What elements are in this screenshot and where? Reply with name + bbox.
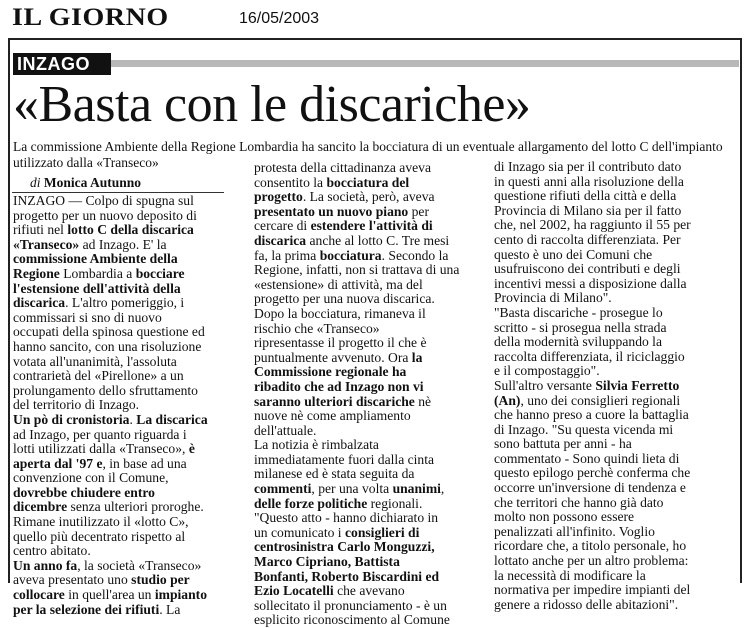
bold-run: l'estensione dell'attività della [13, 280, 181, 296]
text-line [494, 262, 726, 277]
text-run: penalizzati all'infinito. Voglio [494, 523, 655, 539]
text-line [494, 481, 726, 496]
bold-run: studio per [131, 572, 190, 588]
text-line [254, 540, 486, 555]
text-line [494, 291, 726, 306]
bold-run: dovrebbe chiudere entro [13, 484, 155, 500]
text-line [494, 248, 726, 263]
bold-run: bocciatura [319, 247, 382, 263]
text-run: aveva presentato uno [13, 572, 132, 588]
text-run: , uno dei consiglieri regionali [520, 392, 681, 408]
frame-left-rule [8, 38, 10, 583]
bold-run: estendere l'attività di [310, 218, 433, 234]
bold-run: lotto C della discarica [67, 222, 194, 238]
text-line [494, 218, 726, 233]
text-line [494, 408, 726, 423]
text-run: commentato - Sono quindi lieta di [494, 450, 680, 466]
text-line [494, 277, 726, 292]
bold-run: bocciatura del [326, 174, 410, 190]
text-line [13, 194, 245, 209]
text-line [13, 544, 245, 559]
bold-run: Bonfanti, Roberto Biscardini ed [254, 568, 440, 584]
text-line [254, 555, 486, 570]
text-line [494, 350, 726, 365]
text-run: . Secondo la [381, 247, 449, 263]
bold-run: per la selezione dei rifiuti [13, 601, 160, 617]
text-run: senza ulteriori proroghe. [67, 499, 204, 515]
text-run: , la società «Transeco» [77, 557, 202, 573]
text-run: che, nel 2002, ha raggiunto il 55 per [494, 217, 691, 233]
text-run: lottato anche per un altro problema: [494, 553, 689, 569]
text-line [13, 267, 245, 282]
bold-run: discarica [254, 232, 307, 248]
text-run: nè [414, 393, 432, 409]
text-run: in quell'area un [64, 587, 155, 603]
text-run: del territorio di Inzago. [13, 397, 140, 413]
text-line [254, 190, 486, 205]
text-run: occupati della spinosa questione ed [13, 324, 205, 340]
text-run: protesta della cittadinanza aveva [254, 160, 432, 175]
text-run: usufruiscono dei contributi e degli [494, 261, 681, 277]
text-run: . L'altro pomeriggio, i [65, 295, 185, 311]
article-column-1 [13, 194, 245, 617]
text-line [494, 423, 726, 438]
text-run: normativa per impedire impianti del [494, 582, 691, 598]
bold-run: commissione Ambiente della [13, 251, 178, 267]
section-bar [111, 60, 739, 67]
text-run: contrarietà del «Pirellone» a un [13, 368, 184, 384]
text-run: che hanno preso a cuore la battaglia [494, 407, 689, 423]
text-run: prolungamento dello sfruttamento [13, 382, 198, 398]
text-run: quello più decentrato rispetto al [13, 528, 186, 544]
text-run: sono battuta per anni - ha [494, 436, 632, 452]
text-run: genere a ridosso delle abitazioni". [494, 596, 679, 612]
text-run: hanno sancito, con una risoluzione [13, 338, 202, 354]
text-run: ripresentasse il progetto il che è [254, 335, 427, 351]
text-line [254, 438, 486, 453]
text-run: che territori che hanno già dato [494, 494, 664, 510]
text-run: . [129, 411, 137, 427]
text-line [13, 223, 245, 238]
text-run: progetto per una nuova discarica. [254, 291, 435, 307]
text-run: in questi anni alla risoluzione della [494, 173, 684, 189]
text-line [13, 369, 245, 384]
text-run: raccolta differenziata, il riciclaggio [494, 348, 685, 364]
text-line [254, 161, 486, 176]
bold-run: progetto [254, 189, 303, 205]
text-line [254, 336, 486, 351]
text-run: ad Inzago. E' la [79, 236, 167, 252]
text-run: rifiuti nel [13, 222, 68, 238]
bold-run: unanimi [392, 481, 441, 497]
text-line [13, 296, 245, 311]
text-line [254, 570, 486, 585]
text-line [13, 515, 245, 530]
bold-run: impianto [154, 587, 207, 603]
text-run: questo è uno dei Comuni che [494, 246, 653, 262]
text-line [494, 394, 726, 409]
bold-run: Commissione regionale ha [254, 364, 407, 380]
text-line [494, 379, 726, 394]
text-line [494, 321, 726, 336]
text-line [13, 238, 245, 253]
text-line [494, 569, 726, 584]
text-run: , [440, 481, 445, 497]
bold-run: ribadito che ad Inzago non vi [254, 378, 424, 394]
text-line [494, 452, 726, 467]
bold-run: Silvia Ferretto [595, 377, 680, 393]
deck-line: La commissione Ambiente della Regione Lombardia ha sancito la bocciatura di un eventuale allargamento del lotto C dell'impianto [13, 139, 723, 154]
text-line [254, 453, 486, 468]
text-run: milanese ed è stata seguita da [254, 466, 415, 482]
text-run: Provincia di Milano". [494, 290, 612, 306]
text-line [13, 311, 245, 326]
text-run: cercare di [254, 218, 311, 234]
bold-run: delle forze politiche [254, 495, 368, 511]
text-line [254, 584, 486, 599]
text-run: un comunicato i [254, 524, 345, 540]
text-line [494, 496, 726, 511]
text-line [254, 526, 486, 541]
text-run: commissari si sno di nuovo [13, 309, 162, 325]
text-run: consentito la [254, 174, 327, 190]
text-run: per [408, 203, 429, 219]
text-line [254, 613, 486, 628]
text-run: rischio che «Transeco» [254, 320, 380, 336]
text-run: scritto - si prosegua nella strada [494, 319, 667, 335]
text-run: regionali. [367, 495, 423, 511]
text-line [494, 554, 726, 569]
text-line [13, 384, 245, 399]
text-run: Provincia di Milano sia per il fatto [494, 202, 682, 218]
text-run: lotti utilizzati dalla «Transeco», [13, 441, 189, 457]
text-run: votata all'unanimità, l'assoluta [13, 353, 177, 369]
text-line [254, 307, 486, 322]
text-run: Dopo la bocciatura, rimaneva il [254, 305, 426, 321]
article-headline: «Basta con le discariche» [13, 76, 531, 133]
text-line [254, 424, 486, 439]
text-line [254, 205, 486, 220]
article-column-2 [254, 161, 486, 628]
text-run: convenzione con il Comune, [13, 470, 169, 486]
text-run: sollecitato il pronunciamento - è un [254, 597, 447, 613]
text-line [13, 471, 245, 486]
text-line [494, 510, 726, 525]
text-run: "Basta discariche - prosegue lo [494, 304, 663, 320]
text-run: centro abitato. [13, 543, 91, 559]
bold-run: Marco Cipriano, Battista [254, 554, 400, 570]
text-line [13, 398, 245, 413]
text-run: , per una volta [311, 481, 393, 497]
frame-top-rule [8, 38, 742, 40]
text-line [494, 583, 726, 598]
bold-run: dicembre [13, 499, 68, 515]
newspaper-name: IL GIORNO [12, 4, 169, 31]
text-line [254, 409, 486, 424]
text-run: Lombardia a [59, 265, 136, 281]
text-run: La notizia è rimbalzata [254, 437, 379, 453]
text-run: anche al lotto C. Tre mesi [306, 232, 450, 248]
text-line [494, 175, 726, 190]
text-run: "Questo atto - hanno dichiarato in [254, 510, 439, 526]
text-line [254, 511, 486, 526]
text-line [13, 573, 245, 588]
text-line [254, 263, 486, 278]
deck-line: utilizzato dalla «Transeco» [13, 154, 159, 170]
text-run: fa, la prima [254, 247, 320, 263]
byline [30, 175, 141, 190]
bold-run: discarica [13, 295, 66, 311]
bold-run: centrosinistra Carlo Monguzzi, [254, 539, 435, 555]
text-line [494, 539, 726, 554]
text-line [13, 355, 245, 370]
text-run: ricordare che, a titolo personale, ho [494, 538, 687, 554]
text-run: immediatamente fuori dalla cinta [254, 451, 435, 467]
text-line [254, 292, 486, 307]
text-run: e il compostaggio". [494, 363, 600, 379]
text-line [13, 559, 245, 574]
bold-run: consiglieri di [344, 524, 420, 540]
text-line [254, 234, 486, 249]
text-line [13, 252, 245, 267]
text-line [494, 598, 726, 613]
text-line [254, 365, 486, 380]
bold-run: (An) [494, 392, 521, 408]
text-line [254, 467, 486, 482]
text-run: occorre un'inversione di tendenza e [494, 480, 686, 496]
text-line [13, 457, 245, 472]
text-line [494, 437, 726, 452]
bold-run: collocare [13, 587, 65, 603]
bold-run: Un anno fa [13, 557, 78, 573]
text-run: questione rifiuti della città e della [494, 188, 677, 204]
text-run: esplicito riconoscimento al Comune [254, 612, 450, 628]
text-line [13, 530, 245, 545]
text-run: progetto per un nuovo deposito di [13, 207, 197, 223]
text-run: che avevano [333, 583, 405, 599]
text-line [254, 176, 486, 191]
article-column-3 [494, 160, 726, 612]
text-line [13, 413, 245, 428]
text-run: . La [159, 601, 181, 617]
bold-run: Un pò di cronistoria [13, 411, 130, 427]
text-line [254, 278, 486, 293]
section-tag: INZAGO [13, 53, 111, 75]
text-run: Rimane inutilizzato il «lotto C», [13, 514, 189, 530]
text-line [254, 219, 486, 234]
text-line [494, 364, 726, 379]
text-line [494, 306, 726, 321]
text-line [13, 428, 245, 443]
text-line [13, 282, 245, 297]
text-line [13, 500, 245, 515]
text-line [254, 249, 486, 264]
text-line [254, 395, 486, 410]
text-line [13, 588, 245, 603]
bold-run: Ezio Locatelli [254, 583, 334, 599]
bold-run: «Transeco» [13, 236, 80, 252]
bold-run: bocciare [135, 265, 185, 281]
text-run: questo epilogo perchè conferma che [494, 465, 691, 481]
text-line [494, 335, 726, 350]
text-line [494, 525, 726, 540]
bold-run: commenti [254, 481, 312, 497]
text-line [13, 486, 245, 501]
text-line [13, 442, 245, 457]
bold-run: aperta dal '97 e [13, 455, 103, 471]
text-line [254, 497, 486, 512]
text-run: «estensione» di attività, ma del [254, 276, 423, 292]
bold-run: presentato un nuovo piano [254, 203, 409, 219]
text-line [254, 322, 486, 337]
text-line [254, 380, 486, 395]
byline-author: Monica Autunno [43, 175, 142, 190]
bold-run: Regione [13, 265, 60, 281]
publication-date: 16/05/2003 [239, 10, 320, 27]
text-run: molto non possono essere [494, 509, 635, 525]
text-run: della modernità sviluppando la [494, 334, 662, 350]
text-run: INZAGO — Colpo di spugna sul [13, 193, 194, 208]
text-run: ad Inzago, per quanto riguarda i [13, 426, 187, 442]
text-run: dell'attuale. [254, 422, 317, 438]
bold-run: saranno ulteriori discariche [254, 393, 415, 409]
text-line [494, 189, 726, 204]
text-run: puntualmente avvenuto. Ora [254, 349, 412, 365]
text-line [494, 204, 726, 219]
text-run: la necessità di modificare la [494, 567, 646, 583]
masthead [12, 5, 412, 31]
text-run: , in base ad una [102, 455, 187, 471]
bold-run: la [411, 349, 423, 365]
text-line [254, 482, 486, 497]
text-line [13, 209, 245, 224]
text-run: . La società, però, aveva [302, 189, 435, 205]
text-run: cento di raccolta differenziata. Per [494, 231, 681, 247]
text-run: Sull'altro versante [494, 377, 596, 393]
text-run: di Inzago. "Su questa vicenda mi [494, 421, 674, 437]
text-run: Regione, infatti, non si trattava di una [254, 262, 460, 278]
text-run: di Inzago sia per il contributo dato [494, 159, 682, 174]
text-line [254, 351, 486, 366]
text-line [494, 233, 726, 248]
text-line [13, 340, 245, 355]
text-run: nuove nè come ampliamento [254, 408, 411, 424]
bold-run: è [188, 441, 195, 457]
byline-prefix: di [30, 175, 41, 190]
text-line [494, 160, 726, 175]
text-line [254, 599, 486, 614]
text-run: incentivi messi a disposizione dalla [494, 275, 687, 291]
text-line [494, 466, 726, 481]
text-line [13, 325, 245, 340]
text-line [13, 603, 245, 618]
bold-run: La discarica [136, 411, 208, 427]
